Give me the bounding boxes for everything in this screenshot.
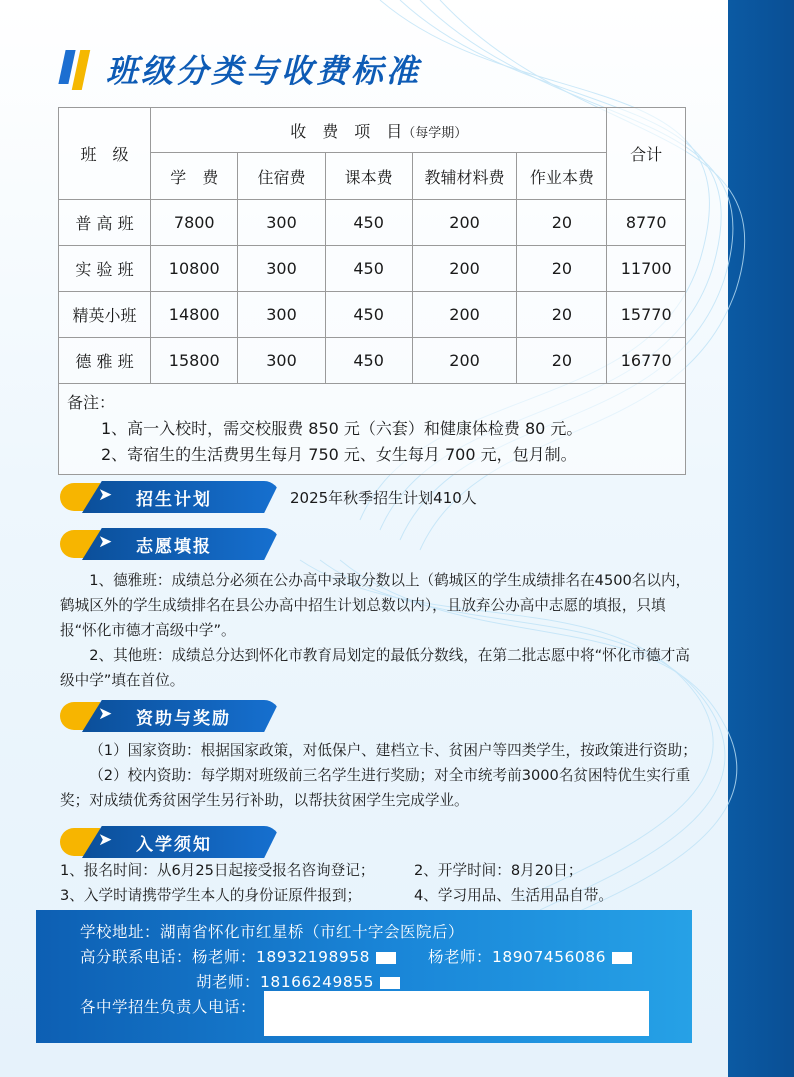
sub-header: 课本费	[325, 153, 412, 200]
list-item: 3、入学时请携带学生本人的身份证原件报到；	[60, 887, 362, 904]
table-cell: 450	[325, 338, 412, 384]
sub-header: 住宿费	[238, 153, 325, 200]
table-cell: 14800	[151, 292, 238, 338]
phone-line-1	[80, 945, 396, 967]
table-cell: 450	[325, 200, 412, 246]
row-total: 11700	[607, 246, 686, 292]
col-total-header: 合计	[607, 108, 686, 200]
row-total: 8770	[607, 200, 686, 246]
table-cell: 300	[238, 292, 325, 338]
phone-3: 胡老师：18166249855	[196, 973, 374, 991]
wish-paragraphs	[60, 568, 700, 693]
fee-items-header	[151, 108, 607, 153]
blank-box	[380, 977, 400, 989]
table-cell: 450	[325, 292, 412, 338]
fee-items-label: 收 费 项 目	[290, 121, 403, 141]
notes-cell	[59, 384, 686, 475]
school-address: 学校地址：湖南省怀化市红星桥（市红十字会医院后）	[80, 923, 465, 941]
table-cell: 200	[412, 292, 517, 338]
phone-label: 高分联系电话：杨老师：18932198958	[80, 948, 370, 966]
table-cell: 20	[517, 292, 607, 338]
paragraph: （1）国家资助：根据国家政策，对低保户、建档立卡、贫困户等四类学生，按政策进行资助；	[89, 742, 697, 759]
contact-footer	[36, 910, 692, 1043]
table-cell: 300	[238, 338, 325, 384]
paragraph: 1、德雅班：成绩总分必须在公办高中录取分数以上（鹤城区的学生成绩排名在4500名以内，鹤城区外的学生成绩排名在县公办高中招生计划总数以内），且放弃公办高中志愿的填报，只填报“怀化市德才高级中学”。	[60, 572, 691, 639]
sub-header: 教辅材料费	[412, 153, 517, 200]
notes-title: 备注：	[67, 393, 116, 412]
table-cell: 450	[325, 246, 412, 292]
table-cell: 200	[412, 338, 517, 384]
list-item: 1、报名时间：从6月25日起接受报名咨询登记；	[60, 862, 375, 879]
section-header-aid	[60, 700, 280, 732]
contact-blank-field	[264, 991, 649, 1036]
class-name: 精英小班	[59, 292, 151, 338]
col-class-header: 班 级	[59, 108, 151, 200]
note-item: 1、高一入校时，需交校服费 850 元（六套）和健康体检费 80 元。	[101, 419, 583, 438]
section-header-wish	[60, 528, 280, 560]
table-cell: 200	[412, 246, 517, 292]
table-cell: 15800	[151, 338, 238, 384]
fee-items-note: （每学期）	[402, 125, 468, 141]
paragraph: 2、其他班：成绩总分达到怀化市教育局划定的最低分数线，在第二批志愿中将“怀化市德才高级中学”填在首位。	[60, 647, 690, 689]
aid-paragraphs	[60, 738, 700, 813]
table-cell: 300	[238, 200, 325, 246]
list-item: 4、学习用品、生活用品自带。	[414, 887, 614, 904]
table-cell: 7800	[151, 200, 238, 246]
row-total: 16770	[607, 338, 686, 384]
blank-box	[376, 952, 396, 964]
blank-box	[612, 952, 632, 964]
phone-line-2	[428, 945, 632, 967]
table-cell: 20	[517, 246, 607, 292]
class-name: 普 高 班	[59, 200, 151, 246]
table-cell: 200	[412, 200, 517, 246]
play-arrow-icon: ➤	[98, 830, 113, 850]
section-header-plan	[60, 481, 280, 513]
sub-header: 学 费	[151, 153, 238, 200]
play-arrow-icon: ➤	[98, 704, 113, 724]
entry-list	[60, 858, 700, 908]
sub-header: 作业本费	[517, 153, 607, 200]
plan-text: 2025年秋季招生计划410人	[290, 489, 477, 507]
section-header-entry	[60, 826, 280, 858]
play-arrow-icon: ➤	[98, 532, 113, 552]
table-row	[59, 292, 686, 338]
table-row	[59, 338, 686, 384]
table-cell: 20	[517, 200, 607, 246]
right-side-bar	[728, 0, 794, 1077]
title-stripes-icon	[60, 46, 94, 92]
table-cell: 300	[238, 246, 325, 292]
table-cell: 10800	[151, 246, 238, 292]
phone-line-3	[196, 970, 400, 992]
table-cell: 20	[517, 338, 607, 384]
school-contact-label: 各中学招生负责人电话：	[80, 998, 257, 1016]
section-label: 招生计划	[136, 490, 212, 510]
title-text: 班级分类与收费标准	[106, 52, 422, 90]
section-label: 志愿填报	[136, 537, 212, 557]
table-row	[59, 246, 686, 292]
play-arrow-icon: ➤	[98, 485, 113, 505]
class-name: 实 验 班	[59, 246, 151, 292]
table-row	[59, 200, 686, 246]
list-item: 2、开学时间：8月20日；	[414, 862, 583, 879]
section-label: 资助与奖励	[136, 709, 231, 729]
fee-table	[58, 107, 686, 475]
phone-2: 杨老师：18907456086	[428, 948, 606, 966]
section-label: 入学须知	[136, 835, 212, 855]
paragraph: （2）校内资助：每学期对班级前三名学生进行奖励；对全市统考前3000名贫困特优生实行重奖；对成绩优秀贫困学生另行补助，以帮扶贫困学生完成学业。	[60, 767, 691, 809]
page-title	[60, 44, 421, 94]
row-total: 15770	[607, 292, 686, 338]
class-name: 德 雅 班	[59, 338, 151, 384]
note-item: 2、寄宿生的生活费男生每月 750 元、女生每月 700 元，包月制。	[101, 445, 577, 464]
